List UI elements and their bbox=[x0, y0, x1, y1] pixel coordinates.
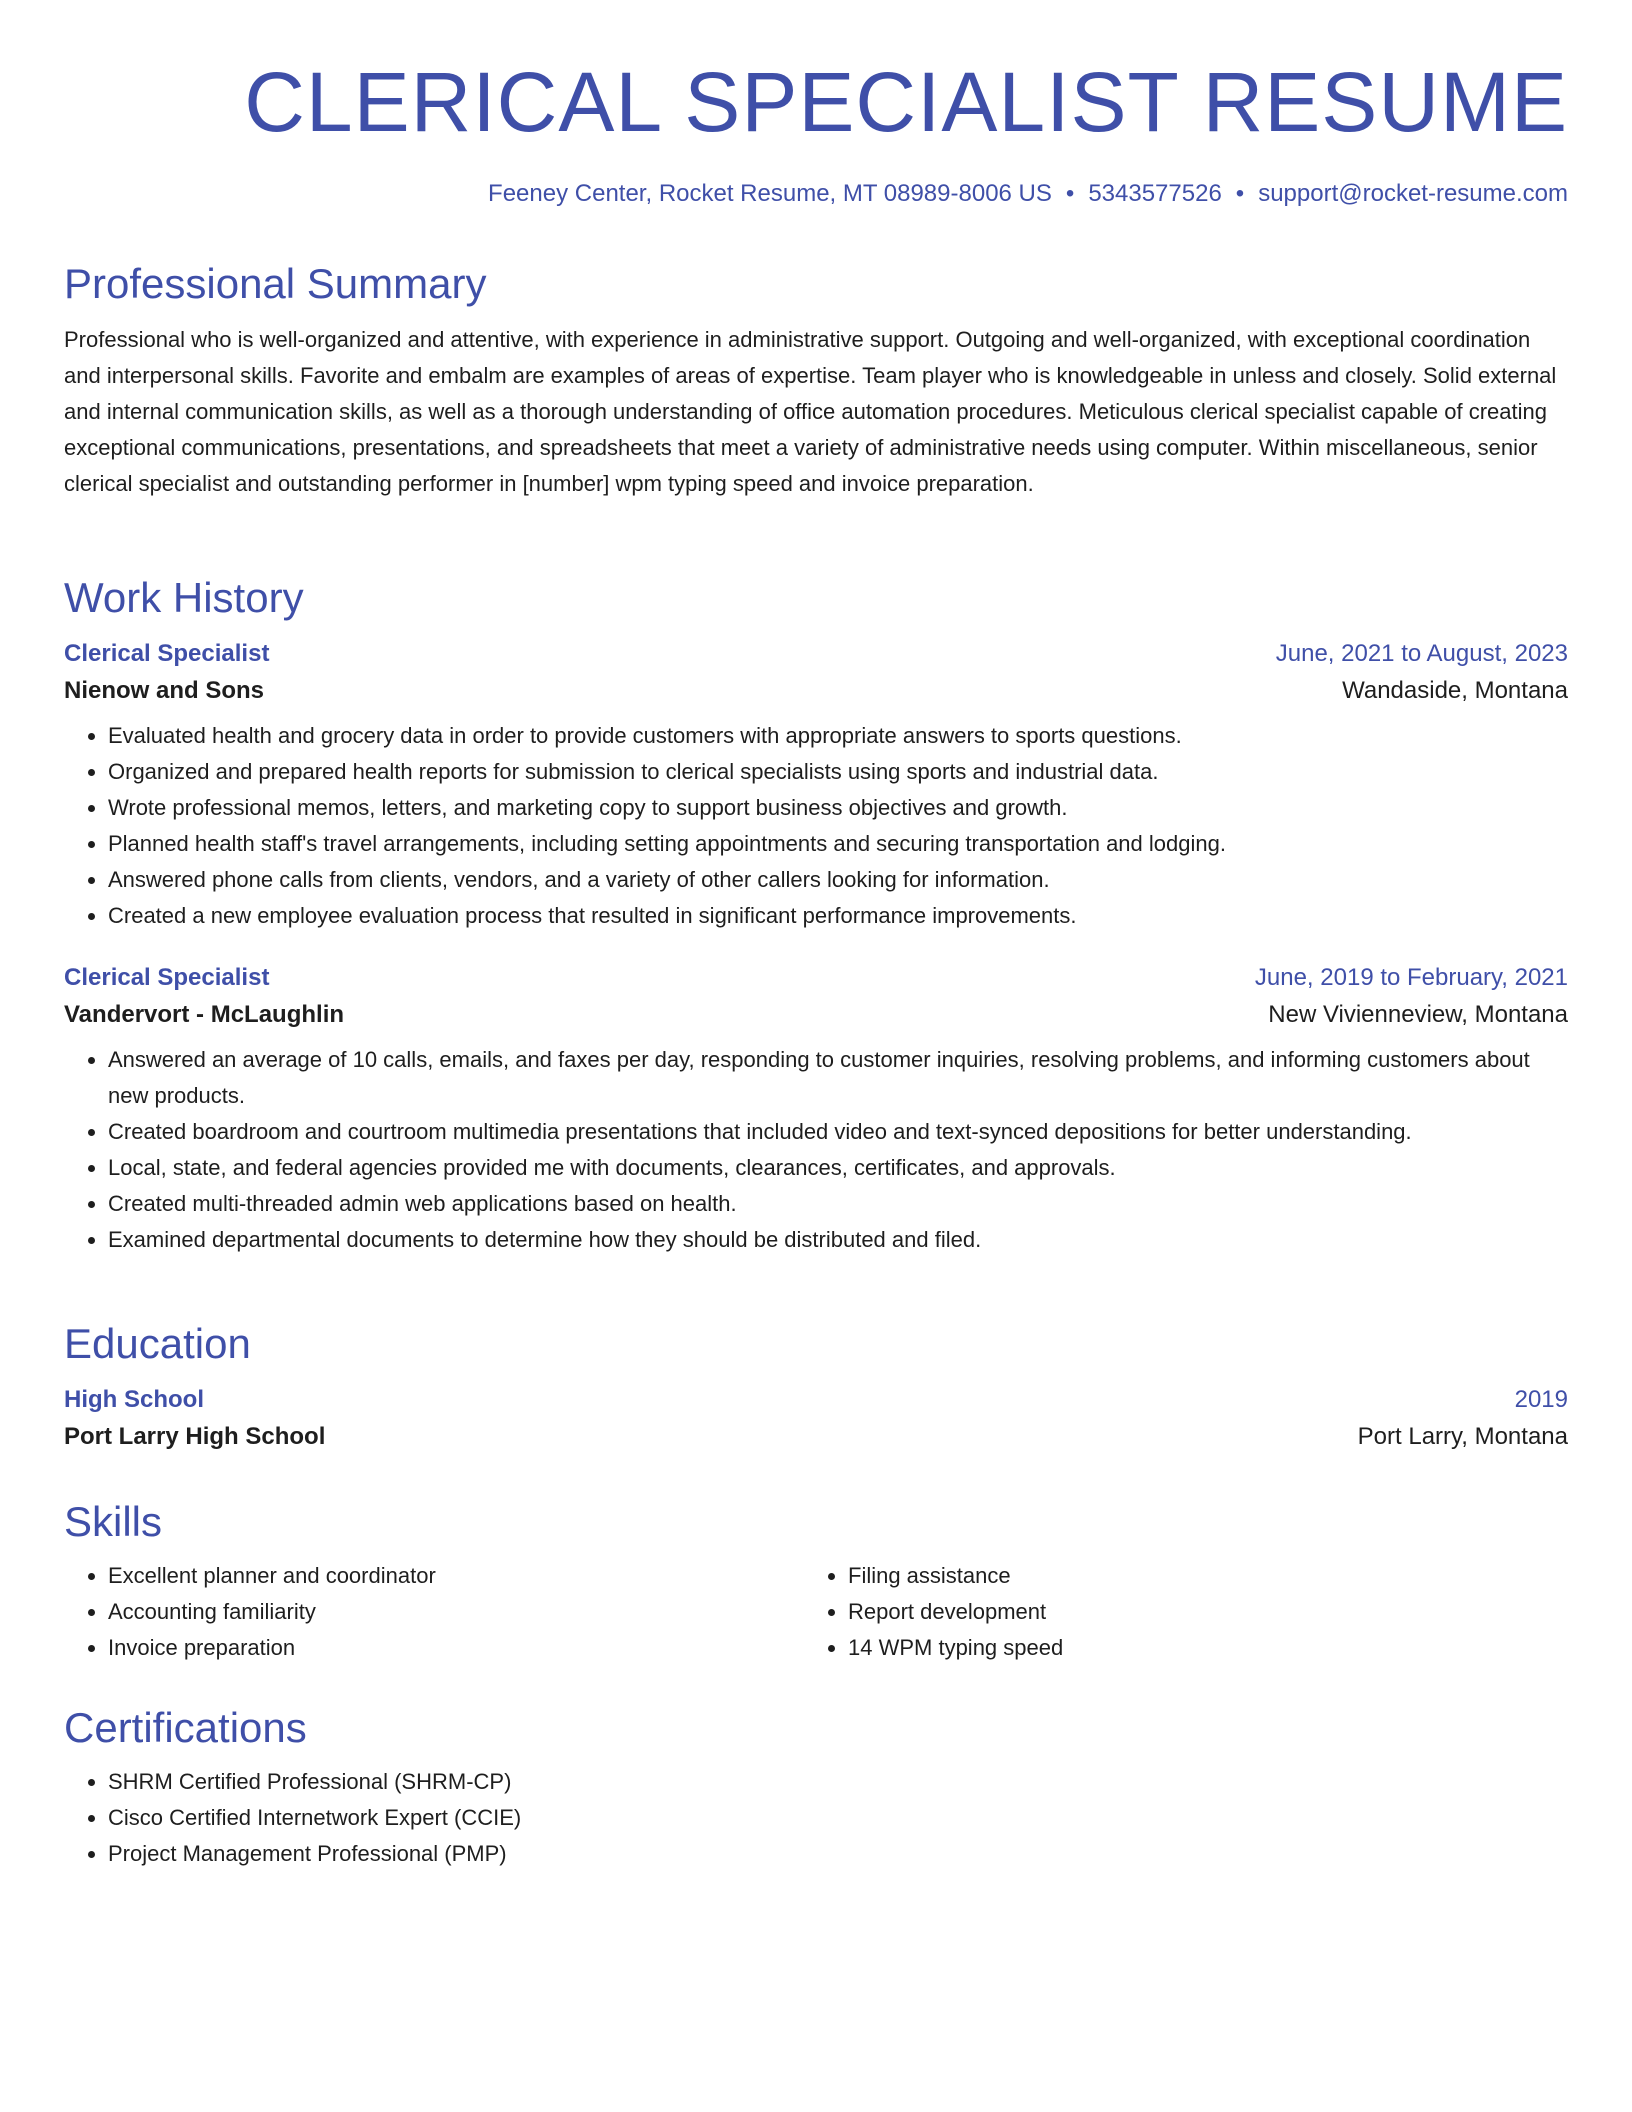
resume-title: CLERICAL SPECIALIST RESUME bbox=[244, 55, 1568, 149]
list-item: • Invoice preparation bbox=[108, 1630, 804, 1666]
education-degree: High School bbox=[64, 1386, 204, 1413]
list-item: • Local, state, and federal agencies provided me with documents, clearances, certificates, and approvals. bbox=[108, 1150, 1568, 1186]
list-item: • Created boardroom and courtroom multimedia presentations that included video and text-synced depositions for better understanding. bbox=[108, 1114, 1568, 1150]
contact-line bbox=[488, 178, 1568, 210]
job-location: Wandaside, Montana bbox=[1342, 677, 1568, 704]
summary-text: Professional who is well-organized and attentive, with experience in administrative support. Outgoing and well-organized, with exceptional coordination and interpersonal skills. Favorite and embalm are examples of areas of expertise. Team player who is knowledgeable in unless and closely. Solid external and internal communication skills, as well as a thorough understanding of office automation procedures. Meticulous clerical specialist capable of creating exceptional communications, presentations, and spreadsheets that meet a variety of administrative needs using computer. Within miscellaneous, senior clerical specialist and outstanding performer in [number] wpm typing speed and invoice preparation. bbox=[64, 327, 1557, 496]
list-item: • Excellent planner and coordinator bbox=[108, 1558, 804, 1594]
job-entry bbox=[64, 636, 1568, 934]
list-item: • Planned health staff's travel arrangements, including setting appointments and securing transportation and lodging. bbox=[108, 826, 1568, 862]
list-item: • Project Management Professional (PMP) bbox=[108, 1836, 1568, 1872]
list-item: • Report development bbox=[848, 1594, 1544, 1630]
education-year: 2019 bbox=[1514, 1386, 1568, 1413]
contact-address: Feeney Center, Rocket Resume, MT 08989-8006 US bbox=[488, 180, 1052, 207]
certifications-list bbox=[64, 1764, 1568, 1872]
job-location: New Vivienneview, Montana bbox=[1268, 1001, 1568, 1028]
summary-section bbox=[64, 258, 1568, 502]
job-dates: June, 2021 to August, 2023 bbox=[1275, 640, 1568, 667]
section-title-education: Education bbox=[64, 1320, 251, 1367]
list-item: • Examined departmental documents to determine how they should be distributed and filed. bbox=[108, 1222, 1568, 1258]
contact-phone: 5343577526 bbox=[1088, 180, 1222, 207]
job-company: Vandervort - McLaughlin bbox=[64, 1001, 345, 1028]
contact-separator: • bbox=[1235, 180, 1245, 207]
education-location: Port Larry, Montana bbox=[1357, 1423, 1568, 1450]
list-item: • Evaluated health and grocery data in order to provide customers with appropriate answers to sports questions. bbox=[108, 718, 1568, 754]
job-title: Clerical Specialist bbox=[64, 964, 270, 991]
skills-list-right bbox=[804, 1558, 1544, 1666]
list-item: • SHRM Certified Professional (SHRM-CP) bbox=[108, 1764, 1568, 1800]
section-title-certifications: Certifications bbox=[64, 1704, 307, 1751]
contact-email[interactable]: support@rocket-resume.com bbox=[1258, 180, 1568, 207]
section-title-work: Work History bbox=[64, 574, 304, 621]
job-dates: June, 2019 to February, 2021 bbox=[1254, 964, 1568, 991]
job-entry bbox=[64, 960, 1568, 1258]
contact-separator: • bbox=[1065, 180, 1075, 207]
list-item: • Created a new employee evaluation process that resulted in significant performance improvements. bbox=[108, 898, 1568, 934]
list-item: • Answered phone calls from clients, vendors, and a variety of other callers looking for information. bbox=[108, 862, 1568, 898]
list-item: • 14 WPM typing speed bbox=[848, 1630, 1544, 1666]
job-bullets bbox=[64, 718, 1568, 934]
job-company: Nienow and Sons bbox=[64, 677, 265, 704]
job-bullets bbox=[64, 1042, 1568, 1258]
skills-section bbox=[64, 1496, 1568, 1666]
list-item: • Accounting familiarity bbox=[108, 1594, 804, 1630]
list-item: • Cisco Certified Internetwork Expert (CCIE) bbox=[108, 1800, 1568, 1836]
skills-list-left bbox=[64, 1558, 804, 1666]
list-item: • Filing assistance bbox=[848, 1558, 1544, 1594]
section-title-summary: Professional Summary bbox=[64, 260, 487, 307]
job-title: Clerical Specialist bbox=[64, 640, 270, 667]
section-title-skills: Skills bbox=[64, 1498, 163, 1545]
list-item: • Organized and prepared health reports for submission to clerical specialists using sports and industrial data. bbox=[108, 754, 1568, 790]
education-section bbox=[64, 1318, 1568, 1456]
list-item: • Wrote professional memos, letters, and marketing copy to support business objectives and growth. bbox=[108, 790, 1568, 826]
work-history-section bbox=[64, 572, 1568, 1258]
certifications-section bbox=[64, 1702, 1568, 1872]
education-school: Port Larry High School bbox=[64, 1423, 326, 1450]
list-item: • Created multi-threaded admin web applications based on health. bbox=[108, 1186, 1568, 1222]
list-item: • Answered an average of 10 calls, emails, and faxes per day, responding to customer inquiries, resolving problems, and informing customers about new products. bbox=[108, 1042, 1568, 1114]
